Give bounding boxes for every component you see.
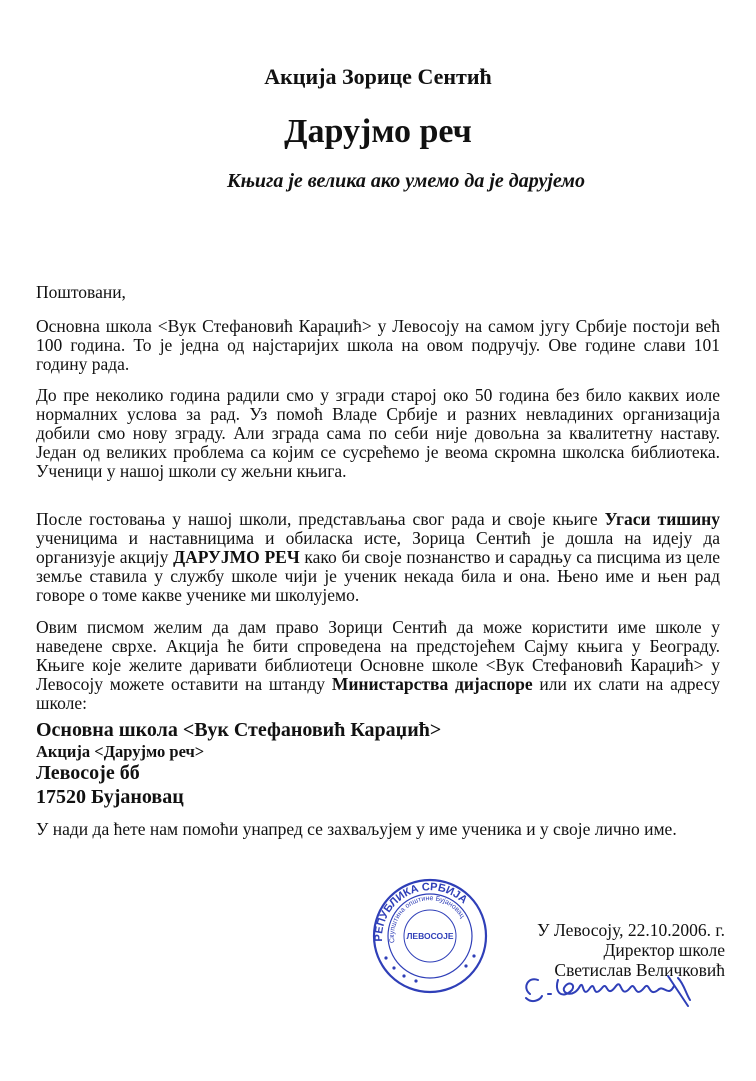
paragraph-permission-text-a: Овим писмом желим да дам право Зорици Сентић да може користити име школе у наведене сврхе. Акција ће бити спроведена на предстојећем Сајму књига у Београду. Књиге које желите даривати библиотеци Основне школе <Вук Стефановић Караџић> у Левосоју можете оставити на штанду bbox=[36, 617, 720, 694]
action-name: ДАРУЈМО РЕЧ bbox=[173, 547, 300, 567]
paragraph-permission-text-b: или их слати на адресу школе: bbox=[36, 674, 720, 713]
paragraph-action bbox=[36, 510, 720, 605]
letter-title: Дарујмо реч bbox=[284, 113, 472, 150]
address-school: Основна школа <Вук Стефановић Караџић> bbox=[36, 719, 442, 741]
school-address bbox=[36, 718, 441, 809]
letter-subtitle: Акција Зорице Сентић bbox=[264, 64, 492, 89]
signer-name: Светислав Величковић bbox=[554, 960, 725, 980]
signer-role: Директор школе bbox=[603, 940, 725, 960]
address-action: Акција <Дарујмо реч> bbox=[36, 742, 205, 761]
paragraph-permission bbox=[36, 618, 720, 713]
stamp-inner-text: Скупштина општине Бујановац bbox=[388, 895, 466, 944]
paragraph-action-text-a: После гостовања у нашој школи, представљања свог рада и своје књиге bbox=[36, 509, 605, 529]
address-street: Левосоје бб bbox=[36, 762, 140, 784]
paragraph-action-text-c: како би своје познанство и сарадњу са писцима из целе земље ставила у службу школе чији је ученик некада била и она. Њено име и њен рад говоре о томе какве ученике ми школујемо. bbox=[36, 547, 721, 605]
paragraph-action-text-b: ученицима и наставницима и обиласка исте, Зорица Сентић је дошла на идеју да организује акцију bbox=[36, 528, 720, 567]
book-title: Угаси тишину bbox=[604, 509, 720, 529]
paragraph-history: Основна школа <Вук Стефановић Караџић> у Левосоју на самом југу Србије постоји већ 100 година. То је једна од најстаријих школа на овом подручју. Ове године слави 101 годину рада. bbox=[36, 316, 720, 374]
paragraph-closing: У нади да ћете нам помоћи унапред се захваљујем у име ученика и у своје лично име. bbox=[36, 819, 677, 839]
stamp-outer-text: РЕПУБЛИКА СРБИЈА bbox=[372, 881, 470, 942]
paragraph-building: До пре неколико година радили смо у згради старој око 50 година без било каквих иоле нормалних услова за рад. Уз помоћ Владе Србије и разних невладиних организација добили смо нову зграду. Али зграда сама по себи није довољна за квалитетну наставу. Један од великих проблема са којим се сусрећемо је веома скромна школска библиотека. Ученици у нашој школи су жељни књига. bbox=[36, 385, 720, 481]
school-stamp bbox=[368, 876, 492, 994]
place-date: У Левосоју, 22.10.2006. г. bbox=[537, 920, 725, 940]
address-city: 17520 Бујановац bbox=[36, 786, 184, 808]
ministry-name: Министарства дијаспоре bbox=[331, 674, 533, 694]
handwritten-signature bbox=[518, 970, 696, 1010]
stamp-center-text: ЛЕВОСОЈЕ bbox=[406, 931, 454, 941]
greeting: Поштовани, bbox=[36, 282, 126, 302]
letter-tagline: Књига је велика ако умемо да је дарујемо bbox=[227, 170, 585, 192]
